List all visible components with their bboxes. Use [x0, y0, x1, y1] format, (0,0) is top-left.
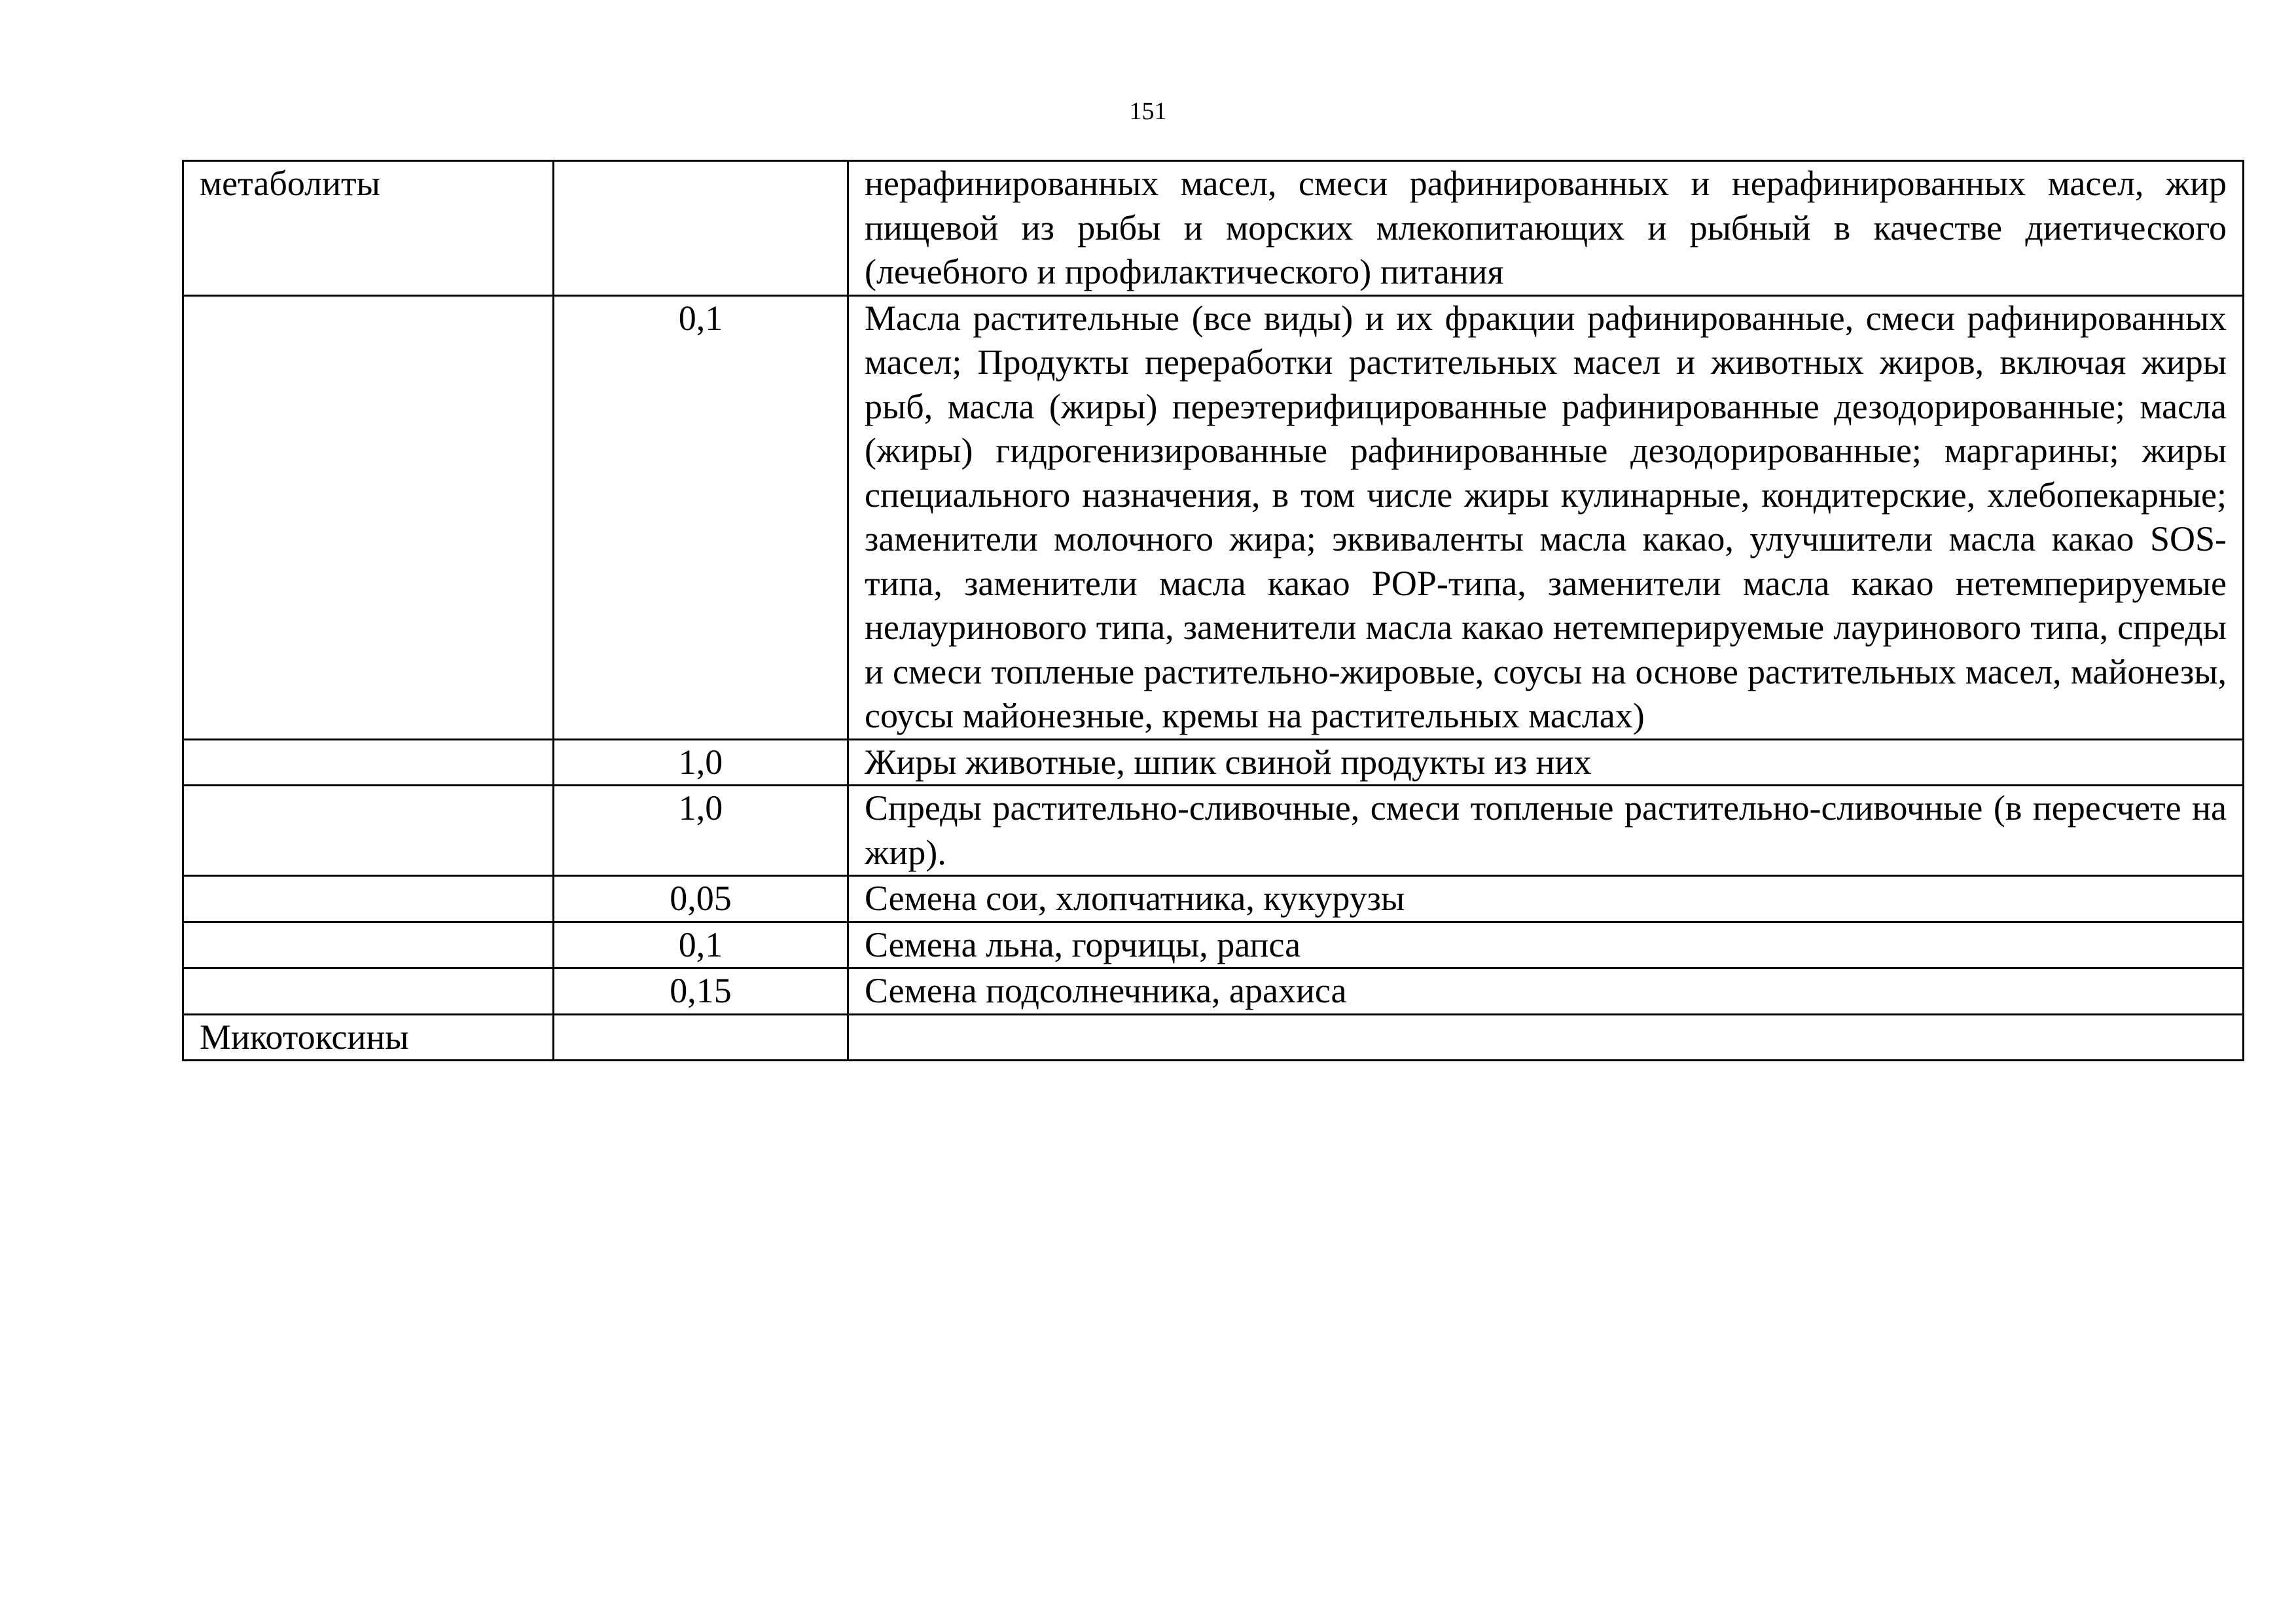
table-row	[183, 739, 2244, 786]
indicator-cell	[183, 876, 554, 922]
product-description-cell: Семена сои, хлопчатника, кукурузы	[848, 876, 2244, 922]
indicator-cell: метаболиты	[183, 161, 554, 296]
table-row	[183, 968, 2244, 1015]
table-row	[183, 295, 2244, 739]
indicator-cell: Микотоксины	[183, 1014, 554, 1061]
limit-value-cell: 0,15	[554, 968, 848, 1015]
product-description-cell: Спреды растительно-сливочные, смеси топленые растительно-сливочные (в пересчете на жир).	[848, 786, 2244, 876]
limit-value-cell	[554, 161, 848, 296]
table-row	[183, 876, 2244, 922]
limit-value-cell: 0,1	[554, 922, 848, 968]
contaminant-limits-table	[182, 160, 2244, 1061]
limit-value-cell: 1,0	[554, 739, 848, 786]
indicator-cell	[183, 922, 554, 968]
limit-value-cell: 1,0	[554, 786, 848, 876]
product-description-cell	[848, 1014, 2244, 1061]
table-row	[183, 1014, 2244, 1061]
table-row	[183, 786, 2244, 876]
limit-value-cell: 0,1	[554, 295, 848, 739]
indicator-cell	[183, 786, 554, 876]
limit-value-cell	[554, 1014, 848, 1061]
table-row	[183, 922, 2244, 968]
product-description-cell: Семена подсолнечника, арахиса	[848, 968, 2244, 1015]
indicator-cell	[183, 968, 554, 1015]
indicator-cell	[183, 295, 554, 739]
table-row	[183, 161, 2244, 296]
indicator-cell	[183, 739, 554, 786]
product-description-cell: Семена льна, горчицы, рапса	[848, 922, 2244, 968]
page-number: 151	[1129, 98, 1167, 125]
limit-value-cell: 0,05	[554, 876, 848, 922]
product-description-cell: Масла растительные (все виды) и их фракции рафинированные, смеси рафинированных масел; Продукты переработки растительных масел и животных жиров, включая жиры рыб, масла (жиры) переэтерифицированные рафинированные дезодорированные; масла (жиры) гидрогенизированные рафинированные дезодорированные; маргарины; жиры специального назначения, в том числе жиры кулинарные, кондитерские, хлебопекарные; заменители молочного жира; эквиваленты масла какао, улучшители масла какао SOS-типа, заменители масла какао POP-типа, заменители масла какао нетемперируемые нелауринового типа, заменители масла какао нетемперируемые лауринового типа, спреды и смеси топленые растительно-жировые, соусы на основе растительных масел, майонезы, соусы майонезные, кремы на растительных маслах)	[848, 295, 2244, 739]
product-description-cell: Жиры животные, шпик свиной продукты из них	[848, 739, 2244, 786]
product-description-cell: нерафинированных масел, смеси рафинированных и нерафинированных масел, жир пищевой из рыбы и морских млекопитающих и рыбный в качестве диетического (лечебного и профилактического) питания	[848, 161, 2244, 296]
